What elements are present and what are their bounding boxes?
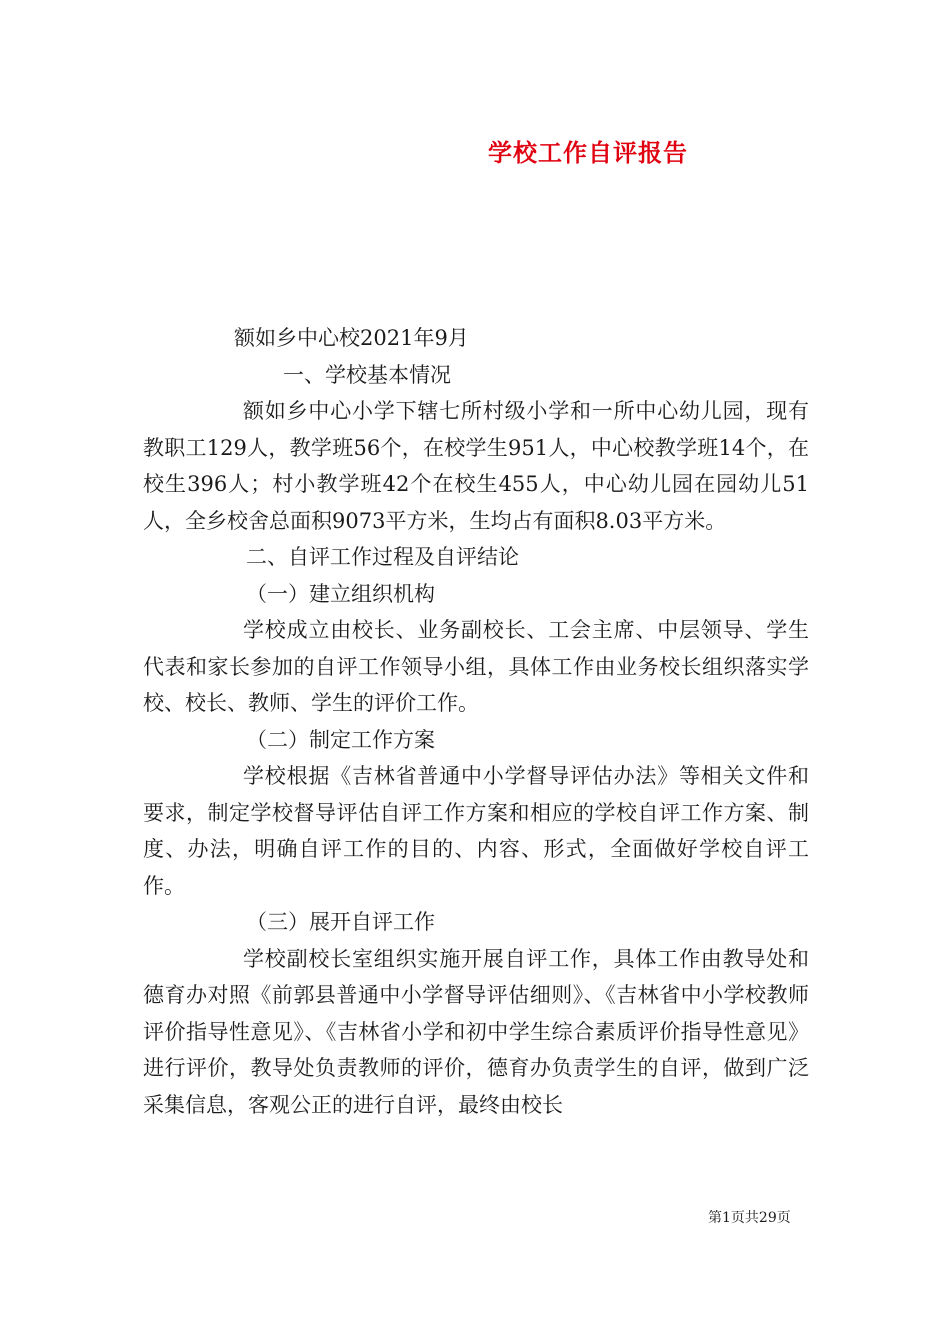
section-heading-self-eval-process: 二、自评工作过程及自评结论 — [246, 545, 519, 569]
subheading-organization: （一）建立组织机构 — [246, 581, 435, 606]
page-number: 第1页共29页 — [708, 1210, 791, 1226]
paragraph-carry-out: 学校副校长室组织实施开展自评工作，具体工作由教导处和德育办对照《前郭县普通中小学督导评估细则》、《吉林省中小学校教师评价指导性意见》、《吉林省小学和初中学生综合素质评价指导性意见》进行评价，教导处负责教师的评价，德育办负责学生的自评，做到广泛采集信息，客观公正的进行自评，最终由校长 — [143, 946, 809, 1117]
author-date-line: 额如乡中心校2021年9月 — [234, 326, 469, 350]
paragraph-organization: 学校成立由校长、业务副校长、工会主席、中层领导、学生代表和家长参加的自评工作领导小组，具体工作由业务校长组织落实学校、校长、教师、学生的评价工作。 — [143, 618, 809, 715]
subheading-work-plan: （二）制定工作方案 — [246, 727, 435, 752]
subheading-carry-out: （三）展开自评工作 — [246, 910, 435, 934]
paragraph-work-plan: 学校根据《吉林省普通中小学督导评估办法》等相关文件和要求，制定学校督导评估自评工作方案和相应的学校自评工作方案、制度、办法，明确自评工作的目的、内容、形式，全面做好学校自评工作。 — [143, 764, 809, 898]
section-heading-basic-info: 一、学校基本情况 — [283, 362, 451, 387]
document-title: 学校工作自评报告 — [488, 138, 688, 167]
document-body — [143, 320, 809, 1123]
paragraph-basic-info: 额如乡中心小学下辖七所村级小学和一所中心幼儿园，现有教职工129人，教学班56个，在校学生951人，中心校教学班14个，在校生396人；村小教学班42个在校生455人，中心幼儿园在园幼儿51人，全乡校舍总面积9073平方米，生均占有面积8.03平方米。 — [143, 399, 809, 533]
